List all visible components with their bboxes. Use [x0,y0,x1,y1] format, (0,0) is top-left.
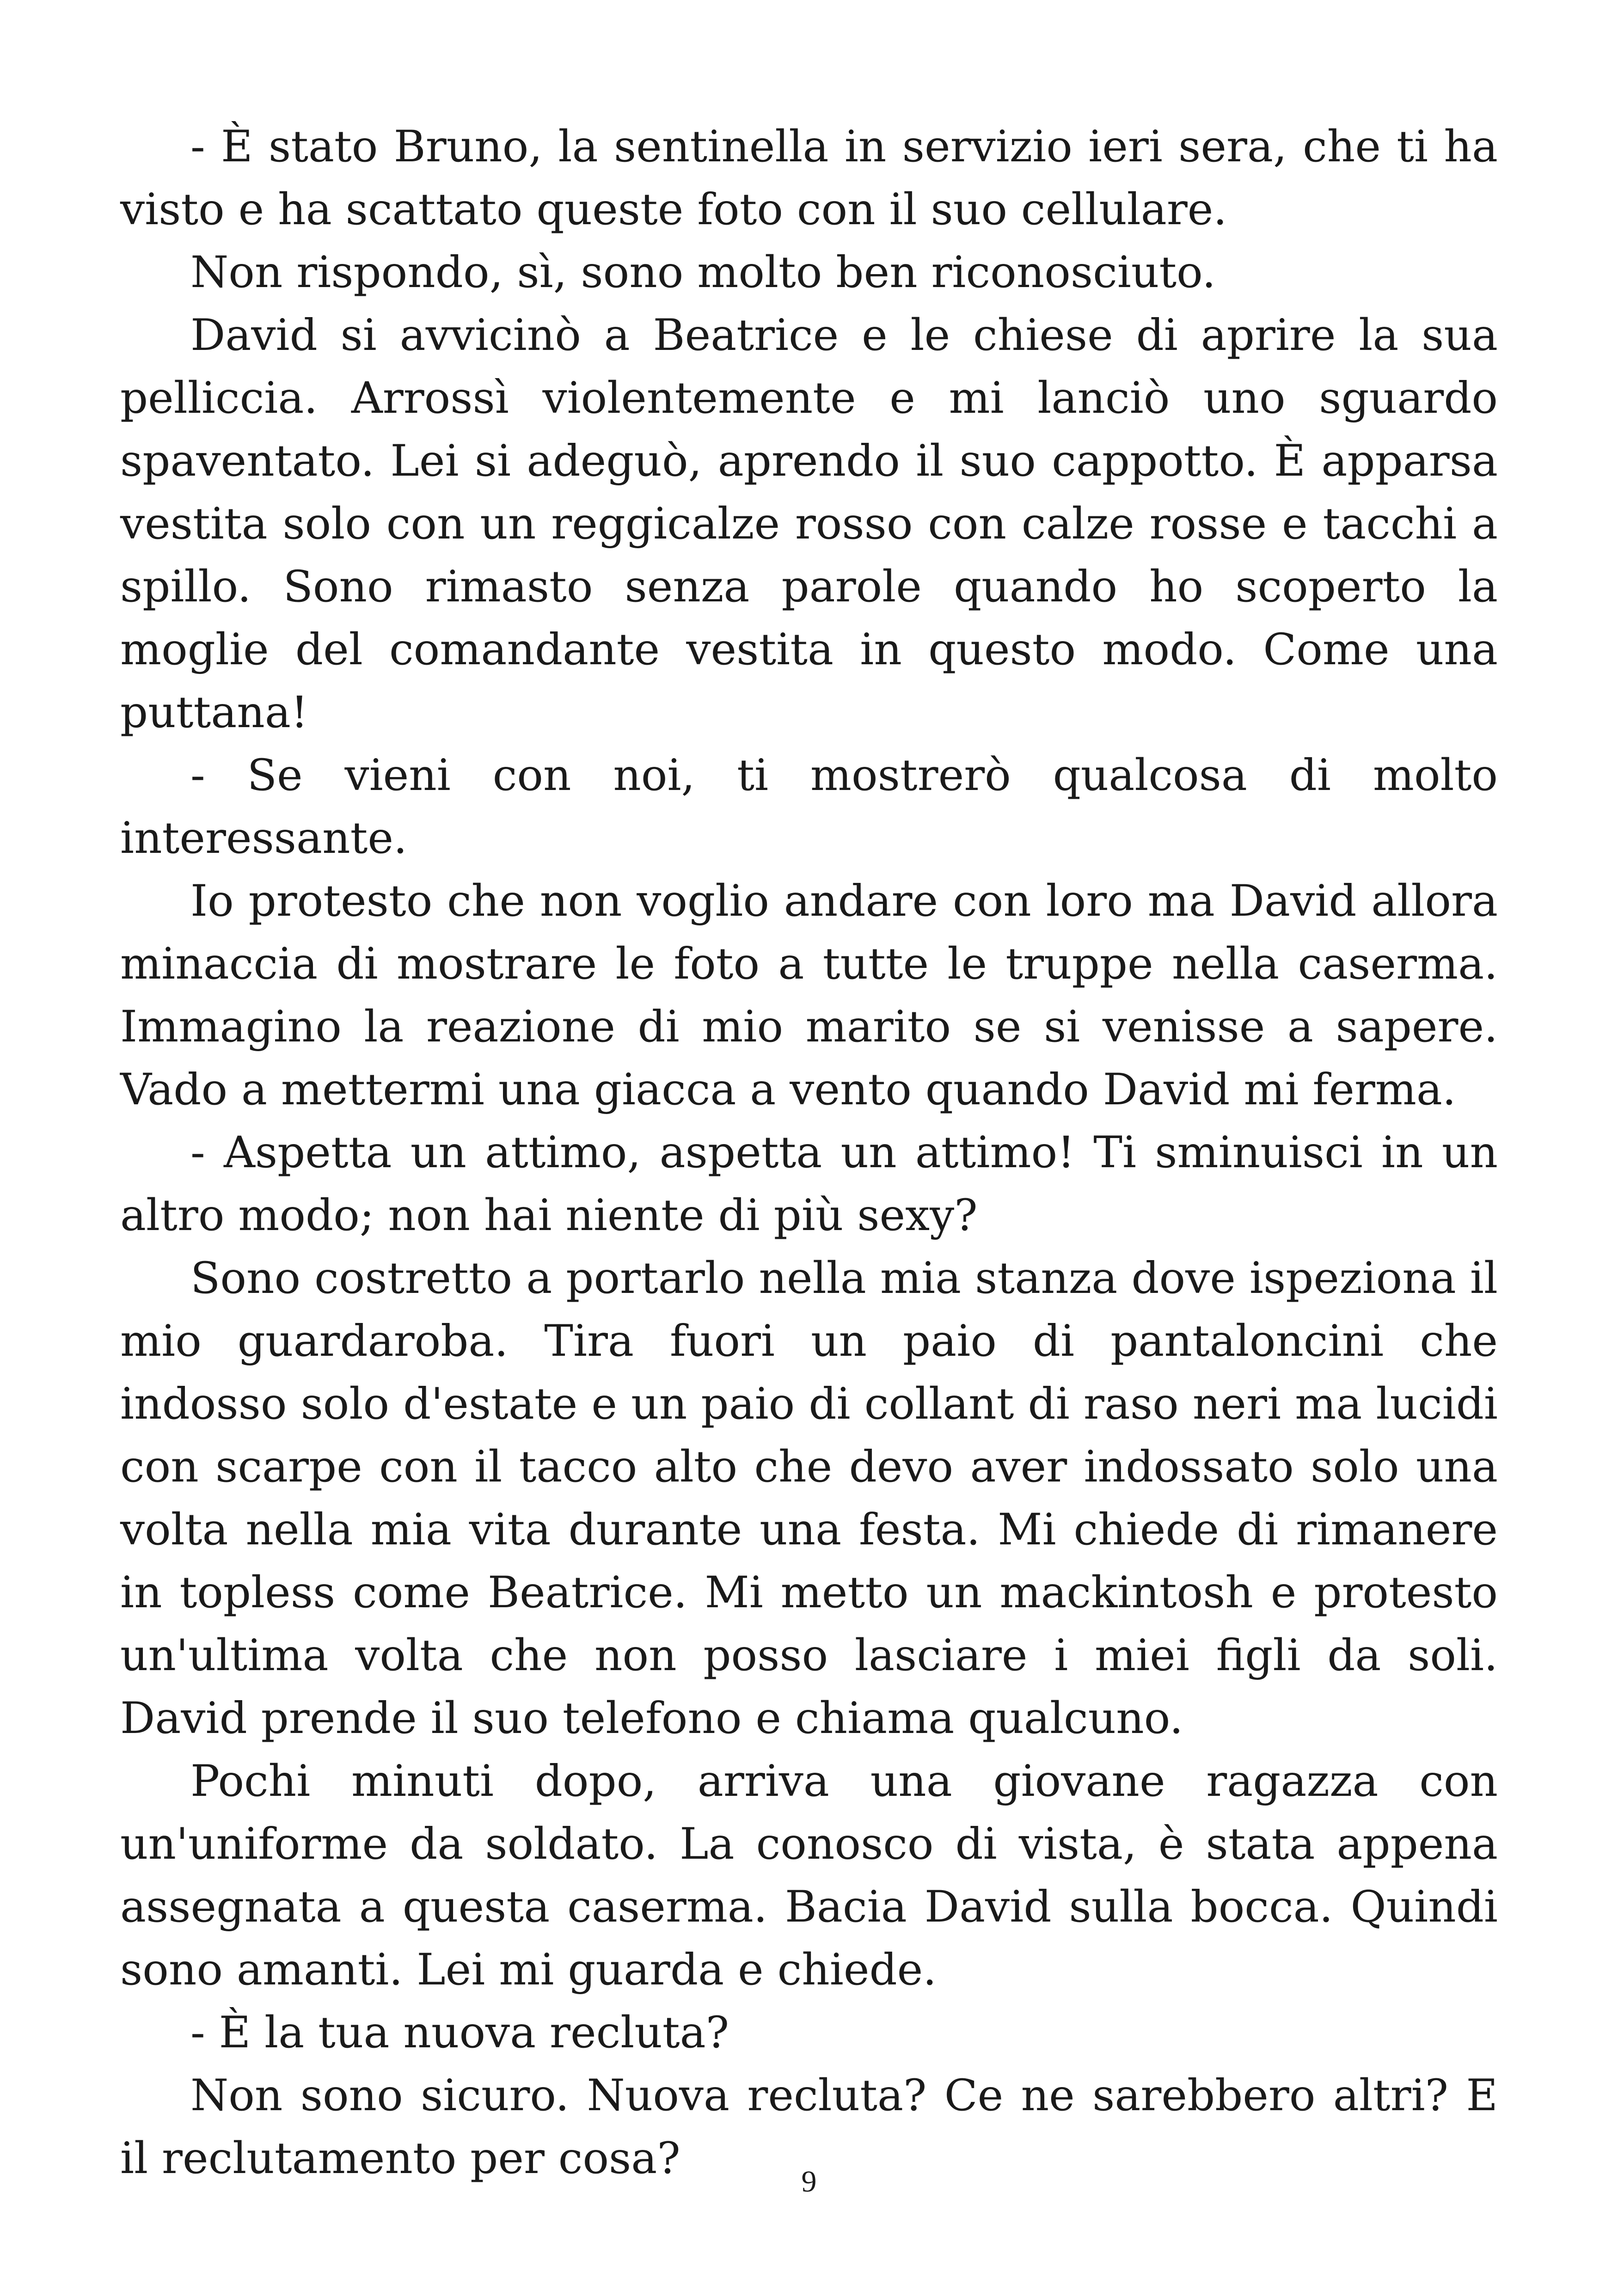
page-number: 9 [801,2165,817,2198]
paragraph: - Aspetta un attimo, aspetta un attimo! Ti sminuisci in un altro modo; non hai niente di più sexy? [120,1127,1498,1241]
paragraph: - È la tua nuova recluta? [190,2008,729,2058]
paragraph: Io protesto che non voglio andare con loro ma David allora minaccia di mostrare le foto a tutte le truppe nella caserma. Immagino la reazione di mio marito se si venisse a sapere. Vado a mettermi una giacca a vento quando David mi ferma. [120,876,1498,1115]
paragraph: - Se vieni con noi, ti mostrerò qualcosa di molto interessante. [120,750,1498,863]
paragraph: - È stato Bruno, la sentinella in servizio ieri sera, che ti ha visto e ha scattato queste foto con il suo cellulare. [120,122,1498,235]
paragraph: Non rispondo, sì, sono molto ben riconosciuto. [190,247,1216,298]
paragraph: Non sono sicuro. Nuova recluta? Ce ne sarebbero altri? E il reclutamento per cosa? [120,2070,1498,2184]
paragraph: David si avvicinò a Beatrice e le chiese di aprire la sua pelliccia. Arrossì violentemente e mi lanciò uno sguardo spaventato. Lei si adeguò, aprendo il suo cappotto. È apparsa vestita solo con un reggicalze rosso con calze rosse e tacchi a spillo. Sono rimasto senza parole quando ho scoperto la moglie del comandante vestita in questo modo. Come una puttana! [120,310,1498,738]
paragraph: Pochi minuti dopo, arriva una giovane ragazza con un'uniforme da soldato. La conosco di vista, è stata appena assegnata a questa caserma. Bacia David sulla bocca. Quindi sono amanti. Lei mi guarda e chiede. [120,1756,1498,1995]
paragraph: Sono costretto a portarlo nella mia stanza dove ispeziona il mio guardaroba. Tira fuori un paio di pantaloncini che indosso solo d'estate e un paio di collant di raso neri ma lucidi con scarpe con il tacco alto che devo aver indossato solo una volta nella mia vita durante una festa. Mi chiede di rimanere in topless come Beatrice. Mi metto un mackintosh e protesto un'ultima volta che non posso lasciare i miei figli da soli. David prende il suo telefono e chiama qualcuno. [120,1253,1498,1744]
page-body [120,116,1498,2190]
